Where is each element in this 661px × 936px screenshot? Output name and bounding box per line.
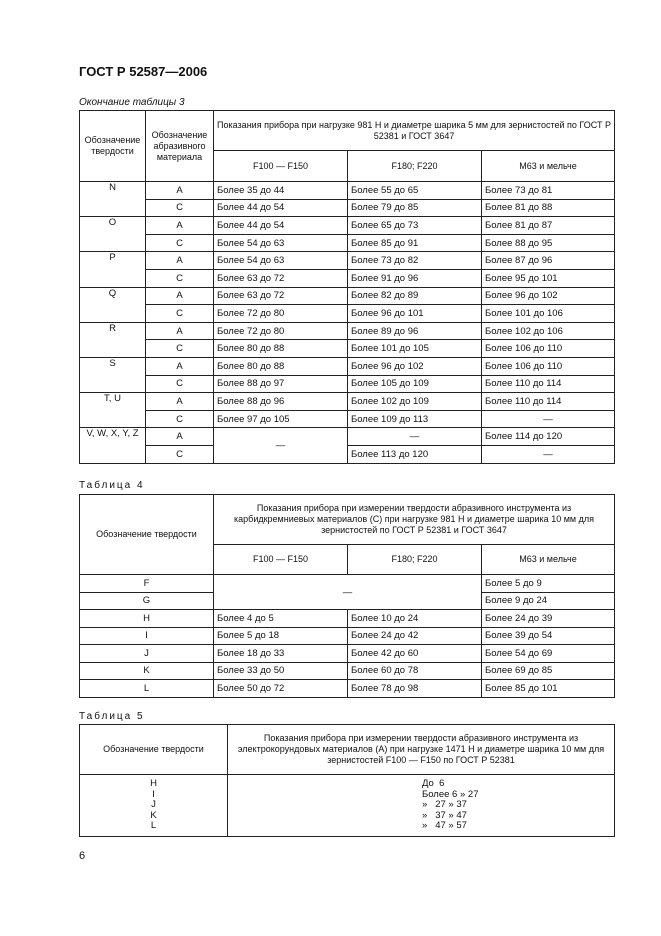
- table3-material-cell: A: [146, 217, 214, 235]
- table3-caption: Окончание таблицы 3: [79, 97, 185, 108]
- table4-hardness-cell: K: [80, 662, 214, 680]
- table3-value-cell: Более 109 до 113: [348, 410, 482, 428]
- table5-value-item: Более 6 » 27: [422, 788, 479, 800]
- table4-value-cell: Более 39 до 54: [482, 627, 615, 645]
- table3-value-cell: Более 65 до 73: [348, 217, 482, 235]
- table4-value-cell: Более 42 до 60: [348, 645, 482, 663]
- table5-value-list: [228, 775, 615, 837]
- table3-value-cell: Более 101 до 105: [348, 340, 482, 358]
- table4-caption: Таблица 4: [79, 480, 145, 491]
- table3-value-cell: Более 113 до 120: [348, 445, 482, 463]
- table3-value-cell: Более 96 до 102: [482, 287, 615, 305]
- table3-value-cell: —: [482, 445, 615, 463]
- table5-hardness-list: [80, 775, 228, 837]
- table4-value-cell: Более 5 до 9: [482, 575, 615, 593]
- table3-hardness-cell: T, U: [80, 393, 146, 428]
- table3-value-cell: Более 54 до 63: [214, 234, 348, 252]
- table5-hardness-item: J: [151, 799, 156, 811]
- table3-value-cell: Более 73 до 82: [348, 252, 482, 270]
- table3-subcol-f100: F100 — F150: [214, 151, 348, 182]
- table4-value-cell: Более 10 до 24: [348, 610, 482, 628]
- table3-value-cell: Более 95 до 101: [482, 269, 615, 287]
- table3-value-cell: Более 82 до 89: [348, 287, 482, 305]
- table3-value-cell: Более 79 до 85: [348, 199, 482, 217]
- table3-value-cell: Более 44 до 54: [214, 217, 348, 235]
- table3-hardness-cell: S: [80, 357, 146, 392]
- table3-material-cell: C: [146, 269, 214, 287]
- table3-value-cell: Более 35 до 44: [214, 182, 348, 200]
- table3-material-cell: C: [146, 445, 214, 463]
- table3-value-cell: Более 106 до 110: [482, 340, 615, 358]
- table5-value-item: » 47 » 57: [422, 820, 467, 832]
- table3-hardness-cell: Q: [80, 287, 146, 322]
- table3-value-cell: Более 88 до 96: [214, 393, 348, 411]
- table4-value-cell: Более 50 до 72: [214, 680, 348, 698]
- table4-value-cell: Более 24 до 39: [482, 610, 615, 628]
- table3-subcol-m63: M63 и мельче: [482, 151, 615, 182]
- table3-material-cell: A: [146, 322, 214, 340]
- table3-value-cell: Более 96 до 101: [348, 305, 482, 323]
- table3-value-cell: Более 89 до 96: [348, 322, 482, 340]
- table3-value-cell: Более 110 до 114: [482, 375, 615, 393]
- table3-value-cell: —: [348, 428, 482, 446]
- table3-value-cell: Более 97 до 105: [214, 410, 348, 428]
- table5-value-item: » 37 » 47: [422, 809, 467, 821]
- table5-hardness-item: L: [150, 820, 157, 832]
- table3-value-cell: Более 44 до 54: [214, 199, 348, 217]
- table3-material-cell: A: [146, 428, 214, 446]
- table5-value-item: » 27 » 37: [422, 799, 467, 811]
- table4-subcol-f100: F100 — F150: [214, 545, 348, 575]
- table3-value-cell: Более 91 до 96: [348, 269, 482, 287]
- table3-value-cell: Более 80 до 88: [214, 357, 348, 375]
- table4-value-cell: Более 54 до 69: [482, 645, 615, 663]
- document-title: ГОСТ Р 52587—2006: [79, 64, 208, 79]
- table3-value-cell: Более 55 до 65: [348, 182, 482, 200]
- table3-material-cell: A: [146, 182, 214, 200]
- table3-material-cell: C: [146, 199, 214, 217]
- table4-hardness-cell: L: [80, 680, 214, 698]
- table5-hardness-item: K: [150, 809, 157, 821]
- table4-col-group: Показания прибора при измерении твердости абразивного инструмента из карбидкремниевых материалов (С) при нагрузке 981 Н и диаметре шарика 10 мм для зернистостей по ГОСТ Р 52381 и ГОСТ 3647: [214, 495, 615, 545]
- table3-value-cell: Более 88 до 95: [482, 234, 615, 252]
- table-3: [79, 110, 615, 464]
- table3-col-group: Показания прибора при нагрузке 981 Н и диаметре шарика 5 мм для зернистостей по ГОСТ Р 52381 и ГОСТ 3647: [214, 111, 615, 151]
- table4-hardness-cell: F: [80, 575, 214, 593]
- table4-value-cell: Более 4 до 5: [214, 610, 348, 628]
- table3-value-cell: Более 73 до 81: [482, 182, 615, 200]
- table3-material-cell: C: [146, 305, 214, 323]
- table5-col-hardness: Обозначение твердости: [80, 725, 228, 775]
- table3-value-cell: Более 101 до 106: [482, 305, 615, 323]
- table3-hardness-cell: P: [80, 252, 146, 287]
- table3-value-cell: Более 63 до 72: [214, 269, 348, 287]
- table4-value-cell: Более 9 до 24: [482, 592, 615, 610]
- table3-value-cell: —: [214, 428, 348, 463]
- table3-material-cell: A: [146, 357, 214, 375]
- table3-material-cell: C: [146, 410, 214, 428]
- table5-hardness-item: I: [152, 788, 155, 800]
- table3-value-cell: Более 105 до 109: [348, 375, 482, 393]
- table3-value-cell: Более 87 до 96: [482, 252, 615, 270]
- table3-material-cell: A: [146, 252, 214, 270]
- table4-value-cell: Более 33 до 50: [214, 662, 348, 680]
- table3-col-hardness: Обозначение твердости: [80, 111, 146, 182]
- table3-value-cell: Более 81 до 88: [482, 199, 615, 217]
- page-number: 6: [79, 850, 86, 862]
- table3-value-cell: Более 54 до 63: [214, 252, 348, 270]
- table3-value-cell: Более 106 до 110: [482, 357, 615, 375]
- table3-material-cell: C: [146, 375, 214, 393]
- table3-hardness-cell: V, W, X, Y, Z: [80, 428, 146, 463]
- table3-value-cell: Более 110 до 114: [482, 393, 615, 411]
- table3-value-cell: Более 80 до 88: [214, 340, 348, 358]
- table4-value-cell: Более 69 до 85: [482, 662, 615, 680]
- table3-hardness-cell: N: [80, 182, 146, 217]
- table4-hardness-cell: I: [80, 627, 214, 645]
- table3-value-cell: Более 85 до 91: [348, 234, 482, 252]
- table3-value-cell: Более 88 до 97: [214, 375, 348, 393]
- table4-merged-dash: —: [214, 575, 482, 610]
- table3-material-cell: C: [146, 340, 214, 358]
- table5-caption: Таблица 5: [79, 711, 145, 722]
- table3-value-cell: Более 114 до 120: [482, 428, 615, 446]
- table5-value-item: До 6: [422, 778, 445, 790]
- table4-value-cell: Более 78 до 98: [348, 680, 482, 698]
- table3-value-cell: —: [482, 410, 615, 428]
- table-4: [79, 494, 615, 698]
- table3-hardness-cell: O: [80, 217, 146, 252]
- table4-subcol-f180: F180; F220: [348, 545, 482, 575]
- table3-value-cell: Более 102 до 109: [348, 393, 482, 411]
- table3-material-cell: A: [146, 393, 214, 411]
- table3-material-cell: C: [146, 234, 214, 252]
- table3-material-cell: A: [146, 287, 214, 305]
- table3-value-cell: Более 102 до 106: [482, 322, 615, 340]
- table4-value-cell: Более 24 до 42: [348, 627, 482, 645]
- table3-value-cell: Более 63 до 72: [214, 287, 348, 305]
- table4-col-hardness: Обозначение твердости: [80, 495, 214, 575]
- table3-value-cell: Более 72 до 80: [214, 305, 348, 323]
- table-5: [79, 724, 615, 837]
- table4-value-cell: Более 60 до 78: [348, 662, 482, 680]
- table4-hardness-cell: J: [80, 645, 214, 663]
- table5-col-group: Показания прибора при измерении твердости абразивного инструмента из электрокорундовых материалов (А) при нагрузке 1471 Н и диаметре шарика 10 мм для зернистостей F100 — F150 по ГОСТ Р 52381: [228, 725, 615, 775]
- table3-hardness-cell: R: [80, 322, 146, 357]
- table3-value-cell: Более 81 до 87: [482, 217, 615, 235]
- table4-subcol-m63: M63 и мельче: [482, 545, 615, 575]
- table4-value-cell: Более 18 до 33: [214, 645, 348, 663]
- table4-hardness-cell: H: [80, 610, 214, 628]
- table3-value-cell: Более 96 до 102: [348, 357, 482, 375]
- table4-value-cell: Более 85 до 101: [482, 680, 615, 698]
- table4-value-cell: Более 5 до 18: [214, 627, 348, 645]
- table3-col-material: Обозначение абразивного материала: [146, 111, 214, 182]
- table3-value-cell: Более 72 до 80: [214, 322, 348, 340]
- table4-hardness-cell: G: [80, 592, 214, 610]
- table3-subcol-f180: F180; F220: [348, 151, 482, 182]
- table5-hardness-item: H: [150, 778, 157, 790]
